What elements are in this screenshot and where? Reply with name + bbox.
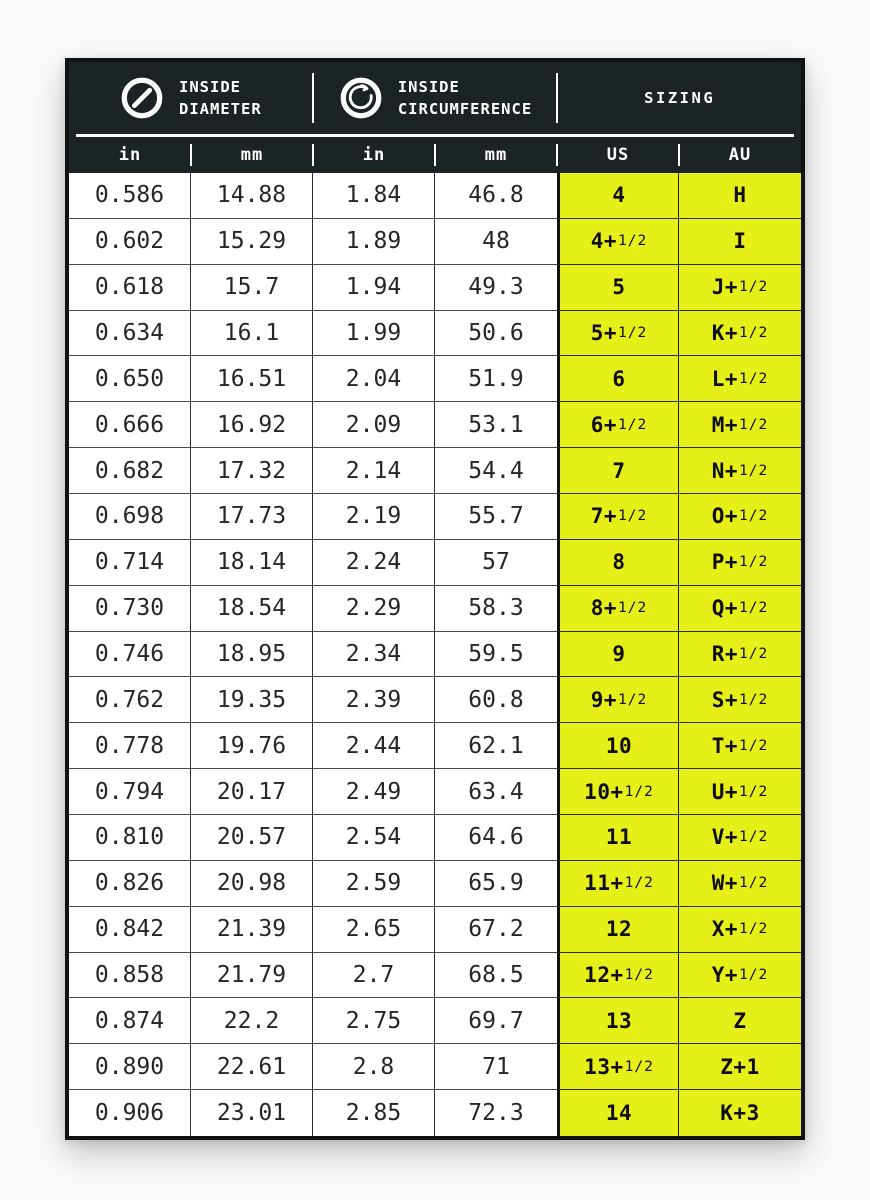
table-row [69, 953, 801, 999]
table-cell: 20.57 [191, 815, 313, 861]
table-cell: 2.54 [313, 815, 435, 861]
table-cell: 18.14 [191, 540, 313, 586]
table-cell: 48 [435, 219, 557, 265]
table-cell: 58.3 [435, 586, 557, 632]
table-row [69, 815, 801, 861]
table-cell: 22.61 [191, 1044, 313, 1090]
table-cell: 16.51 [191, 356, 313, 402]
table-cell: 69.7 [435, 998, 557, 1044]
table-cell: 21.39 [191, 907, 313, 953]
table-cell: 0.602 [69, 219, 191, 265]
table-cell: 0.842 [69, 907, 191, 953]
table-cell: 11 [557, 815, 679, 861]
circumference-icon [338, 75, 384, 121]
table-cell: Z+1 [679, 1044, 801, 1090]
table-cell: 2.75 [313, 998, 435, 1044]
table-cell: 7 [557, 448, 679, 494]
table-row [69, 998, 801, 1044]
table-cell: 0.874 [69, 998, 191, 1044]
column-header-mm-3: mm [435, 137, 557, 173]
table-cell: 20.98 [191, 861, 313, 907]
header-group-inside-circumference [314, 62, 557, 134]
table-header [69, 62, 801, 173]
table-cell: 12+ 1/2 [557, 953, 679, 999]
table-cell: 2.34 [313, 632, 435, 678]
table-row [69, 907, 801, 953]
table-cell: O+ 1/2 [679, 494, 801, 540]
table-cell: V+ 1/2 [679, 815, 801, 861]
table-cell: 2.8 [313, 1044, 435, 1090]
table-cell: Q+ 1/2 [679, 586, 801, 632]
table-row [69, 448, 801, 494]
table-row [69, 1044, 801, 1090]
table-cell: 1.89 [313, 219, 435, 265]
table-cell: 57 [435, 540, 557, 586]
table-cell: 0.698 [69, 494, 191, 540]
table-cell: 23.01 [191, 1090, 313, 1136]
table-cell: 53.1 [435, 402, 557, 448]
table-cell: 9 [557, 632, 679, 678]
column-header-au-5: AU [679, 137, 801, 173]
table-cell: 0.746 [69, 632, 191, 678]
table-cell: 0.890 [69, 1044, 191, 1090]
table-cell: 54.4 [435, 448, 557, 494]
table-cell: 0.618 [69, 265, 191, 311]
table-cell: 20.17 [191, 769, 313, 815]
table-cell: R+ 1/2 [679, 632, 801, 678]
table-cell: H [679, 173, 801, 219]
table-cell: 10 [557, 723, 679, 769]
table-cell: 13 [557, 998, 679, 1044]
table-cell: J+ 1/2 [679, 265, 801, 311]
table-cell: 0.730 [69, 586, 191, 632]
table-cell: 12 [557, 907, 679, 953]
table-row [69, 586, 801, 632]
table-cell: L+ 1/2 [679, 356, 801, 402]
table-cell: 4 [557, 173, 679, 219]
table-cell: 0.762 [69, 677, 191, 723]
table-cell: X+ 1/2 [679, 907, 801, 953]
table-cell: 0.810 [69, 815, 191, 861]
table-body [69, 173, 801, 1136]
table-cell: N+ 1/2 [679, 448, 801, 494]
table-cell: 71 [435, 1044, 557, 1090]
table-cell: 10+ 1/2 [557, 769, 679, 815]
table-cell: 19.35 [191, 677, 313, 723]
table-cell: 19.76 [191, 723, 313, 769]
table-cell: 1.94 [313, 265, 435, 311]
table-cell: K+ 1/2 [679, 311, 801, 357]
header-label-line: INSIDE [397, 78, 460, 96]
table-cell: 15.7 [191, 265, 313, 311]
column-header-mm-1: mm [191, 137, 313, 173]
header-group-row [69, 62, 801, 134]
table-cell: 9+ 1/2 [557, 677, 679, 723]
table-cell: 4+ 1/2 [557, 219, 679, 265]
header-label-inside-diameter [179, 76, 262, 120]
table-cell: 51.9 [435, 356, 557, 402]
table-cell: Z [679, 998, 801, 1044]
table-cell: 0.906 [69, 1090, 191, 1136]
diameter-icon [119, 75, 165, 121]
table-cell: 65.9 [435, 861, 557, 907]
table-cell: 0.778 [69, 723, 191, 769]
table-cell: 7+ 1/2 [557, 494, 679, 540]
table-cell: 0.650 [69, 356, 191, 402]
table-cell: 2.24 [313, 540, 435, 586]
table-cell: 17.73 [191, 494, 313, 540]
header-label-sizing: SIZING [644, 89, 716, 107]
table-cell: 2.7 [313, 953, 435, 999]
table-cell: 2.04 [313, 356, 435, 402]
table-row [69, 402, 801, 448]
table-row [69, 494, 801, 540]
table-cell: Y+ 1/2 [679, 953, 801, 999]
table-row [69, 173, 801, 219]
ring-size-chart [65, 58, 805, 1140]
table-cell: 13+ 1/2 [557, 1044, 679, 1090]
table-cell: 59.5 [435, 632, 557, 678]
table-cell: 2.39 [313, 677, 435, 723]
column-header-us-4: US [557, 137, 679, 173]
header-group-sizing [558, 62, 801, 134]
header-group-inside-diameter [69, 62, 312, 134]
table-cell: 63.4 [435, 769, 557, 815]
column-header-in-0: in [118, 145, 142, 165]
table-cell: 2.49 [313, 769, 435, 815]
table-cell: K+3 [679, 1090, 801, 1136]
table-cell: 55.7 [435, 494, 557, 540]
table-cell: 21.79 [191, 953, 313, 999]
table-cell: W+ 1/2 [679, 861, 801, 907]
table-cell: 68.5 [435, 953, 557, 999]
table-cell: 2.14 [313, 448, 435, 494]
table-cell: 0.586 [69, 173, 191, 219]
header-label-inside-circumference [398, 76, 532, 120]
table-cell: 0.682 [69, 448, 191, 494]
table-cell: U+ 1/2 [679, 769, 801, 815]
table-cell: 0.666 [69, 402, 191, 448]
table-cell: 11+ 1/2 [557, 861, 679, 907]
column-header-in-2: in [313, 137, 435, 173]
table-cell: 1.99 [313, 311, 435, 357]
table-cell: 72.3 [468, 1100, 524, 1127]
table-cell: 15.29 [191, 219, 313, 265]
table-cell: 62.1 [435, 723, 557, 769]
table-row [69, 769, 801, 815]
table-cell: 17.32 [191, 448, 313, 494]
table-cell: M+ 1/2 [679, 402, 801, 448]
table-cell: 6+ 1/2 [557, 402, 679, 448]
table-cell: 50.6 [435, 311, 557, 357]
table-cell: 0.634 [69, 311, 191, 357]
table-cell: 14 [557, 1090, 679, 1136]
table-cell: 2.59 [313, 861, 435, 907]
header-label-line: INSIDE [179, 78, 241, 96]
table-cell: S+ 1/2 [679, 677, 801, 723]
table-cell: 2.85 [313, 1090, 435, 1136]
table-cell: 0.858 [69, 953, 191, 999]
table-cell: 49.3 [435, 265, 557, 311]
table-cell: 2.19 [313, 494, 435, 540]
table-cell: 22.2 [191, 998, 313, 1044]
table-row [69, 265, 801, 311]
table-cell: 8+ 1/2 [557, 586, 679, 632]
table-row [69, 219, 801, 265]
table-cell: 6 [557, 356, 679, 402]
table-cell: 0.794 [69, 769, 191, 815]
table-cell: 2.09 [313, 402, 435, 448]
table-cell: 67.2 [435, 907, 557, 953]
table-cell: 2.29 [313, 586, 435, 632]
header-label-line: DIAMETER [179, 100, 262, 118]
table-cell: 2.44 [313, 723, 435, 769]
table-cell: 8 [557, 540, 679, 586]
table-row [69, 356, 801, 402]
table-cell: 2.65 [313, 907, 435, 953]
table-cell: 5 [557, 265, 679, 311]
table-cell: 60.8 [435, 677, 557, 723]
table-cell: P+ 1/2 [679, 540, 801, 586]
table-row [69, 311, 801, 357]
table-cell: 0.826 [69, 861, 191, 907]
table-cell: 16.1 [191, 311, 313, 357]
table-cell: 46.8 [435, 173, 557, 219]
table-row [69, 1090, 801, 1136]
table-cell: 64.6 [435, 815, 557, 861]
table-row [69, 723, 801, 769]
table-cell: 14.88 [191, 173, 313, 219]
table-cell: 5+ 1/2 [557, 311, 679, 357]
table-row [69, 632, 801, 678]
table-cell: I [679, 219, 801, 265]
table-row [69, 677, 801, 723]
column-headers [69, 137, 801, 173]
table-cell: 16.92 [191, 402, 313, 448]
table-cell: T+ 1/2 [679, 723, 801, 769]
table-cell: 18.54 [191, 586, 313, 632]
table-cell: 1.84 [313, 173, 435, 219]
table-row [69, 540, 801, 586]
table-cell: 0.714 [69, 540, 191, 586]
table-cell: 18.95 [191, 632, 313, 678]
table-row [69, 861, 801, 907]
header-label-line: CIRCUMFERENCE [397, 100, 533, 118]
